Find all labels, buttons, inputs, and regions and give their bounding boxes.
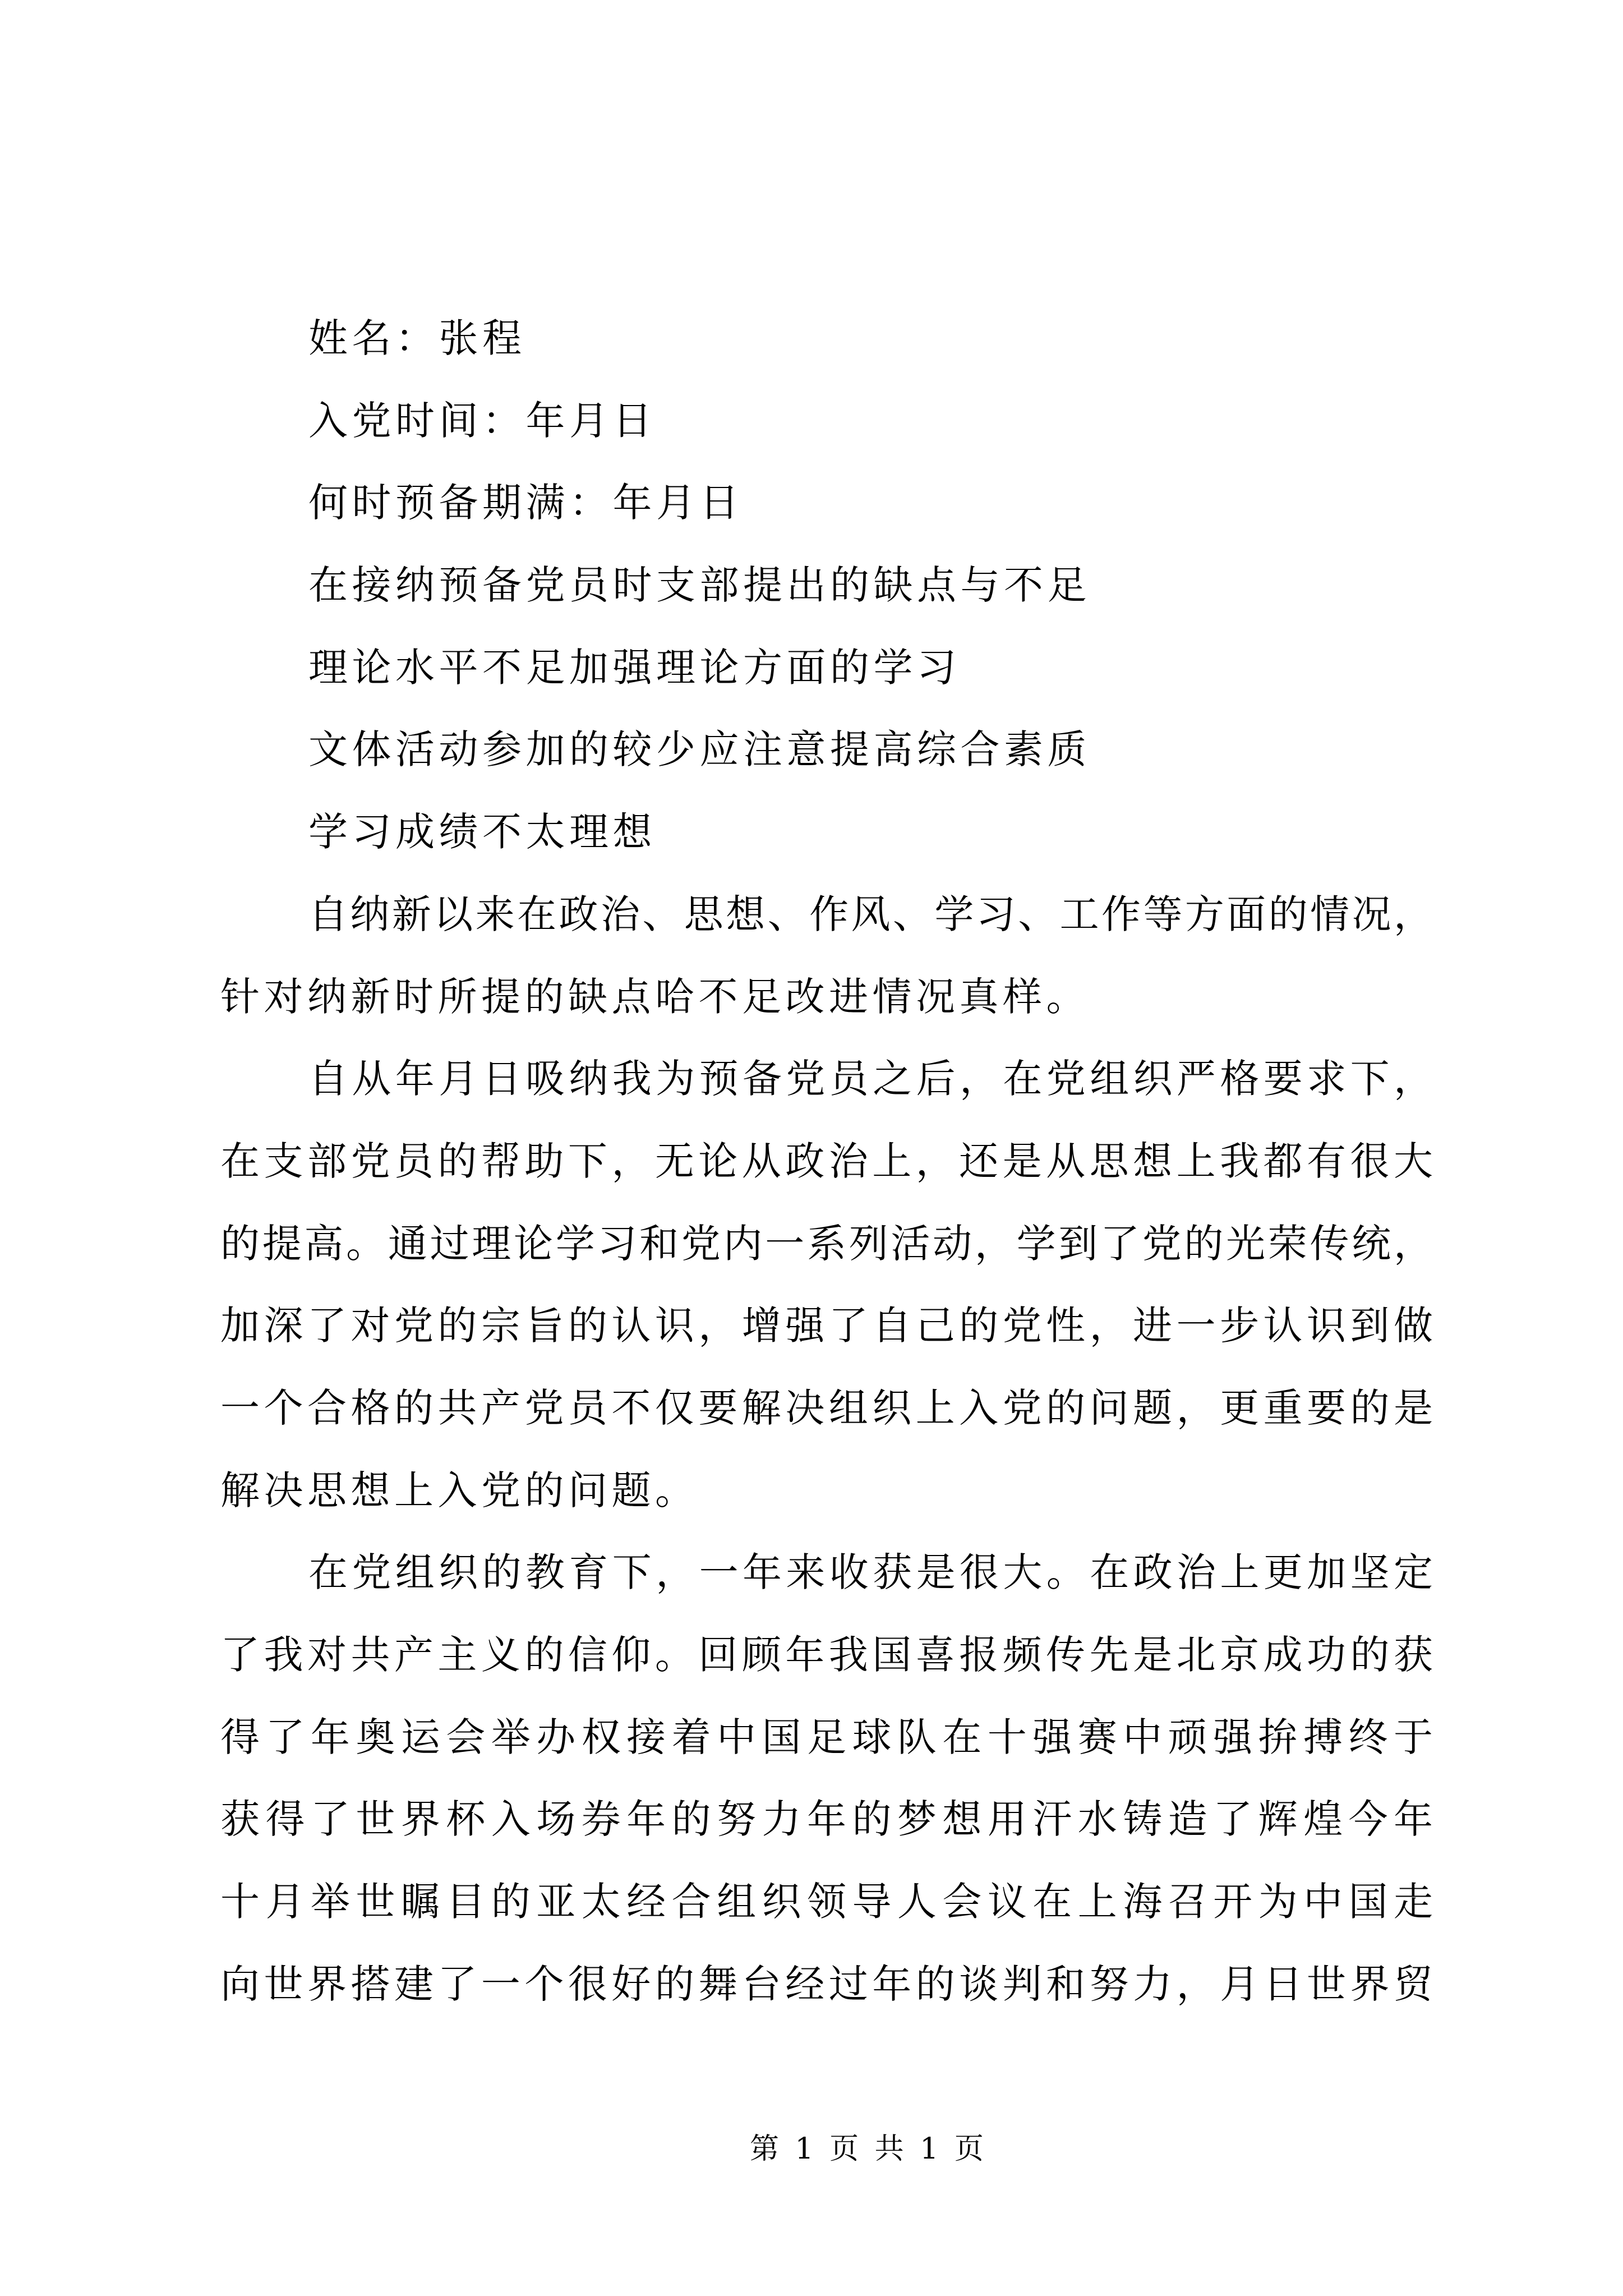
paragraph-1 — [220, 873, 1433, 1038]
paragraph-line: 在党组织的教育下，一年来收获是很大。在政治上更加坚定 — [308, 1549, 1433, 1596]
info-list — [220, 297, 1433, 873]
paragraph-3 — [220, 1531, 1433, 2025]
paragraph-line: 加深了对党的宗旨的认识，增强了自己的党性，进一步认识到做 — [220, 1303, 1433, 1349]
paragraph-line: 十月举世瞩目的亚太经合组织领导人会议在上海召开为中国走 — [220, 1879, 1433, 1925]
document-body — [220, 297, 1433, 2025]
paragraph-line: 在支部党员的帮助下，无论从政治上，还是从思想上我都有很大 — [220, 1138, 1433, 1184]
info-line-join-date: 入党时间：年月日 — [308, 397, 656, 444]
paragraph-line: 向世界搭建了一个很好的舞台经过年的谈判和努力，月日世界贸 — [220, 1961, 1433, 2007]
paragraph-line: 的提高。通过理论学习和党内一系列活动，学到了党的光荣传统， — [220, 1220, 1433, 1267]
paragraph-line: 自纳新以来在政治、思想、作风、学习、工作等方面的情况， — [308, 891, 1433, 937]
info-line-shortcoming-1: 理论水平不足加强理论方面的学习 — [308, 644, 961, 691]
paragraph-2 — [220, 1038, 1433, 1531]
paragraph-line: 得了年奥运会举办权接着中国足球队在十强赛中顽强拚搏终于 — [220, 1714, 1433, 1760]
paragraph-line: 自从年月日吸纳我为预备党员之后，在党组织严格要求下， — [308, 1056, 1433, 1102]
paragraph-line: 一个合格的共产党员不仅要解决组织上入党的问题，更重要的是 — [220, 1384, 1433, 1431]
paragraph-line: 针对纳新时所提的缺点哈不足改进情况真样。 — [220, 973, 1090, 1020]
page-footer: 第 1 页 共 1 页 — [750, 2132, 987, 2166]
info-line-probation-end: 何时预备期满：年月日 — [308, 480, 743, 526]
paragraph-line: 了我对共产主义的信仰。回顾年我国喜报频传先是北京成功的获 — [220, 1632, 1433, 1678]
paragraph-line: 获得了世界杯入场券年的努力年的梦想用汗水铸造了辉煌今年 — [220, 1796, 1433, 1843]
info-line-shortcoming-3: 学习成绩不太理想 — [308, 809, 656, 855]
info-line-name: 姓名：张程 — [308, 315, 526, 361]
info-line-shortcoming-2: 文体活动参加的较少应注意提高综合素质 — [308, 726, 1091, 773]
paragraph-line: 解决思想上入党的问题。 — [220, 1467, 699, 1513]
info-line-shortcomings-heading: 在接纳预备党员时支部提出的缺点与不足 — [308, 562, 1091, 609]
